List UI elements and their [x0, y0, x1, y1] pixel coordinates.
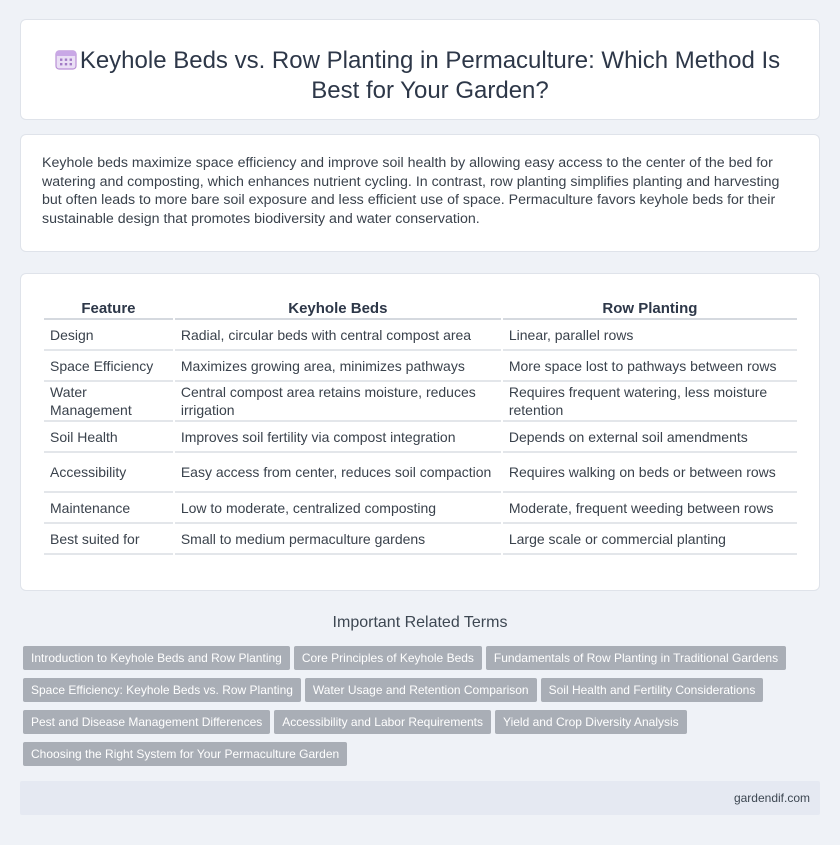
keyhole-cell: Improves soil fertility via compost integration [175, 422, 501, 453]
table-row [44, 524, 797, 555]
row-planting-cell: Large scale or commercial planting [503, 524, 797, 555]
related-term-link[interactable]: Fundamentals of Row Planting in Traditional Gardens [486, 646, 786, 670]
header-feature: Feature [44, 296, 173, 320]
related-term-link[interactable]: Yield and Crop Diversity Analysis [495, 710, 687, 734]
feature-cell: Best suited for [44, 524, 173, 555]
keyhole-cell: Easy access from center, reduces soil compaction [175, 453, 501, 493]
related-term-link[interactable]: Core Principles of Keyhole Beds [294, 646, 482, 670]
row-planting-cell: Linear, parallel rows [503, 320, 797, 351]
related-term-link[interactable]: Soil Health and Fertility Considerations [541, 678, 764, 702]
page-title: Keyhole Beds vs. Row Planting in Permaculture: Which Method Is Best for Your Garden? [79, 47, 781, 104]
table-row [44, 351, 797, 382]
table-row [44, 453, 797, 493]
row-planting-cell: More space lost to pathways between rows [503, 351, 797, 382]
table-header-row [44, 296, 797, 320]
comparison-table-card [20, 273, 820, 591]
intro-paragraph: Keyhole beds maximize space efficiency and improve soil health by allowing easy access to the center of the bed for watering and composting, which enhances nutrient cycling. In contrast, row planting simplifies planting and harvesting but often leads to more bare soil exposure and less efficient use of space. Permaculture favors keyhole beds for their sustainable design that promotes biodiversity and water conservation. [42, 155, 780, 227]
row-planting-cell: Requires frequent watering, less moisture retention [503, 382, 797, 422]
keyhole-cell: Maximizes growing area, minimizes pathways [175, 351, 501, 382]
related-term-link[interactable]: Space Efficiency: Keyhole Beds vs. Row Planting [23, 678, 301, 702]
related-term-link[interactable]: Water Usage and Retention Comparison [305, 678, 537, 702]
feature-cell: Design [44, 320, 173, 351]
keyhole-cell: Low to moderate, centralized composting [175, 493, 501, 524]
feature-cell: Maintenance [44, 493, 173, 524]
feature-cell: Space Efficiency [44, 351, 173, 382]
intro-card [20, 134, 820, 252]
related-terms-list [23, 646, 823, 774]
keyhole-cell: Central compost area retains moisture, reduces irrigation [175, 382, 501, 422]
feature-cell: Soil Health [44, 422, 173, 453]
header-row-planting: Row Planting [503, 296, 797, 320]
related-terms-title: Important Related Terms [332, 614, 508, 631]
header-card [20, 19, 820, 120]
keyhole-cell: Radial, circular beds with central compost area [175, 320, 501, 351]
row-planting-cell: Requires walking on beds or between rows [503, 453, 797, 493]
keyhole-cell: Small to medium permaculture gardens [175, 524, 501, 555]
feature-cell: Water Management [44, 382, 173, 422]
comparison-table [42, 296, 799, 555]
table-row [44, 493, 797, 524]
table-row [44, 422, 797, 453]
header-keyhole-beds: Keyhole Beds [175, 296, 501, 320]
related-term-link[interactable]: Pest and Disease Management Differences [23, 710, 270, 734]
feature-cell: Accessibility [44, 453, 173, 493]
table-row [44, 382, 797, 422]
footer-site-link[interactable]: gardendif.com [733, 791, 810, 805]
table-row [44, 320, 797, 351]
footer [20, 781, 820, 815]
related-term-link[interactable]: Introduction to Keyhole Beds and Row Planting [23, 646, 290, 670]
related-term-link[interactable]: Accessibility and Labor Requirements [274, 710, 491, 734]
row-planting-cell: Depends on external soil amendments [503, 422, 797, 453]
row-planting-cell: Moderate, frequent weeding between rows [503, 493, 797, 524]
related-term-link[interactable]: Choosing the Right System for Your Permaculture Garden [23, 742, 347, 766]
